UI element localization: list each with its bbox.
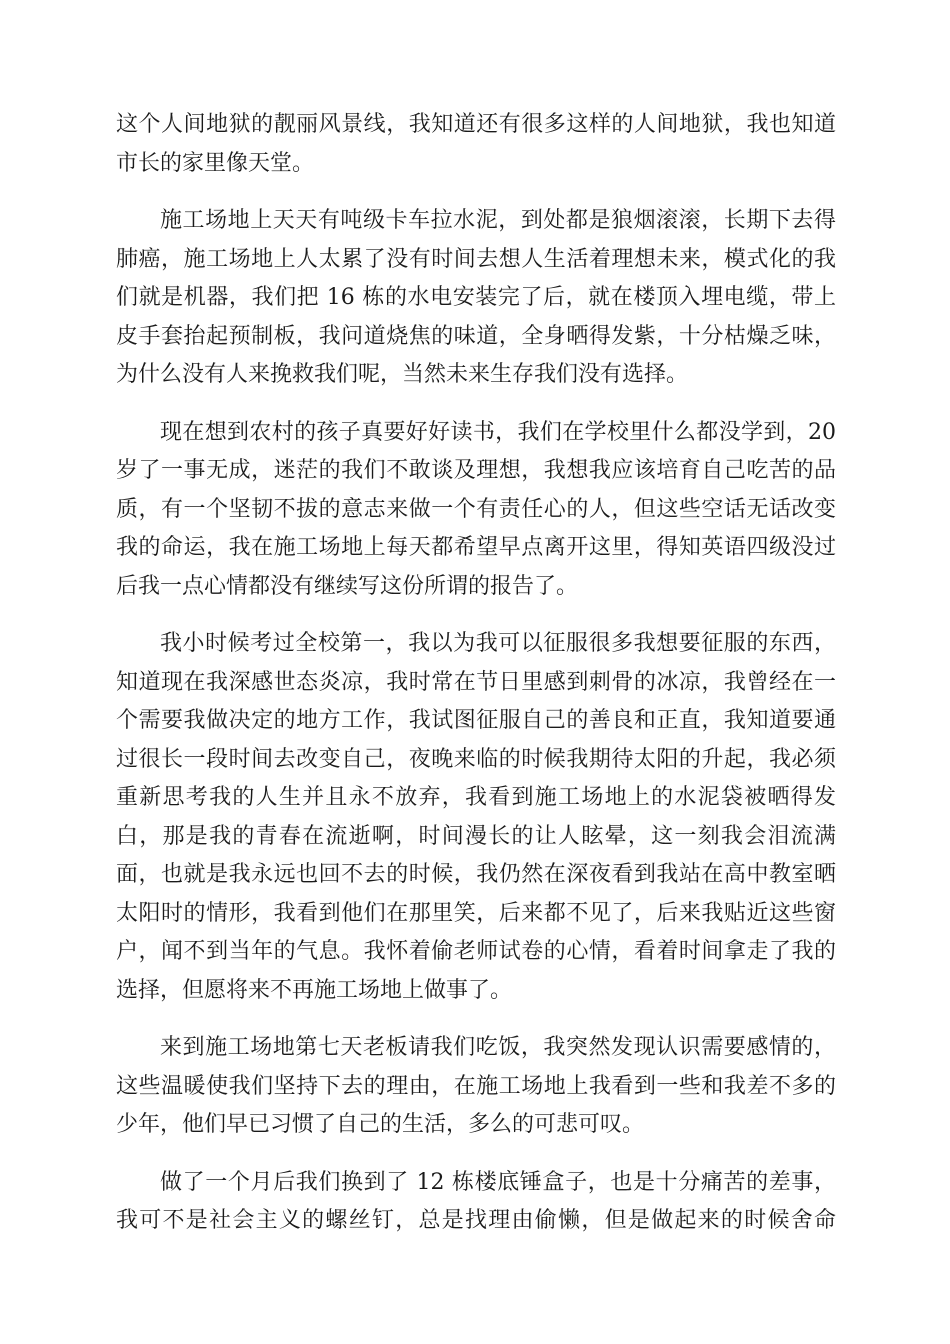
text-line: 来到施工场地第七天老板请我们吃饭，我突然发现认识需要感情的，	[160, 1035, 836, 1060]
text-line: 为什么没有人来挽救我们呢，当然未来生存我们没有选择。	[116, 362, 689, 387]
paragraph-6	[116, 1164, 836, 1241]
text-line: 个需要我做决定的地方工作，我试图征服自己的善良和正直，我知道要通	[116, 708, 836, 733]
text-line: 质，有一个坚韧不拔的意志来做一个有责任心的人，但这些空话无话改变	[116, 496, 836, 522]
text-line: 少年，他们早已习惯了自己的生活，多么的可悲可叹。	[116, 1112, 645, 1137]
text-line: 皮手套抬起预制板，我问道烧焦的味道，全身晒得发紫，十分枯燥乏味，	[116, 323, 836, 349]
text-line: 做了一个月后我们换到了 12 栋楼底锤盒子，也是十分痛苦的差事，	[160, 1169, 836, 1195]
text-line: 过很长一段时间去改变自己，夜晚来临的时候我期待太阳的升起，我必须	[116, 746, 836, 772]
text-line: 肺癌，施工场地上人太累了没有时间去想人生活着理想未来，模式化的我	[116, 246, 836, 272]
text-line: 施工场地上天天有吨级卡车拉水泥，到处都是狼烟滚滚，长期下去得	[160, 208, 836, 233]
text-line: 我可不是社会主义的螺丝钉，总是找理由偷懒，但是做起来的时候舍命	[116, 1208, 836, 1233]
text-line: 这些温暖使我们坚持下去的理由，在施工场地上我看到一些和我差不多的	[116, 1073, 836, 1099]
text-line: 白，那是我的青春在流逝啊，时间漫长的让人眩晕，这一刻我会泪流满	[116, 823, 836, 849]
text-line: 面，也就是我永远也回不去的时候，我仍然在深夜看到我站在高中教室晒	[116, 862, 836, 887]
text-line: 重新思考我的人生并且永不放弃，我看到施工场地上的水泥袋被晒得发	[116, 785, 836, 810]
text-line: 我的命运，我在施工场地上每天都希望早点离开这里，得知英语四级没过	[116, 535, 836, 560]
text-line: 们就是机器，我们把 16 栋的水电安装完了后，就在楼顶入埋电缆，带上	[116, 285, 836, 310]
paragraph-2	[116, 202, 836, 395]
text-line: 现在想到农村的孩子真要好好读书，我们在学校里什么都没学到，20	[160, 419, 836, 445]
text-line: 岁了一事无成，迷茫的我们不敢谈及理想，我想我应该培育自己吃苦的品	[116, 458, 836, 483]
text-line: 我小时候考过全校第一，我以为我可以征服很多我想要征服的东西，	[160, 631, 836, 656]
text-line: 太阳时的情形，我看到他们在那里笑，后来都不见了，后来我贴近这些窗	[116, 900, 836, 926]
paragraph-3	[116, 414, 836, 607]
text-line: 知道现在我深感世态炎凉，我时常在节日里感到刺骨的冰凉，我曾经在一	[116, 669, 836, 695]
text-line: 选择，但愿将来不再施工场地上做事了。	[116, 977, 513, 1003]
text-line: 户，闻不到当年的气息。我怀着偷老师试卷的心情，看着时间拿走了我的	[116, 939, 836, 964]
paragraph-5	[116, 1029, 836, 1145]
paragraph-4	[116, 625, 836, 1010]
document-body	[116, 106, 836, 1260]
text-line: 这个人间地狱的靓丽风景线，我知道还有很多这样的人间地狱，我也知道	[116, 112, 836, 137]
text-line: 市长的家里像天堂。	[116, 150, 315, 176]
paragraph-1	[116, 106, 836, 183]
text-line: 后我一点心情都没有继续写这份所谓的报告了。	[116, 573, 579, 599]
